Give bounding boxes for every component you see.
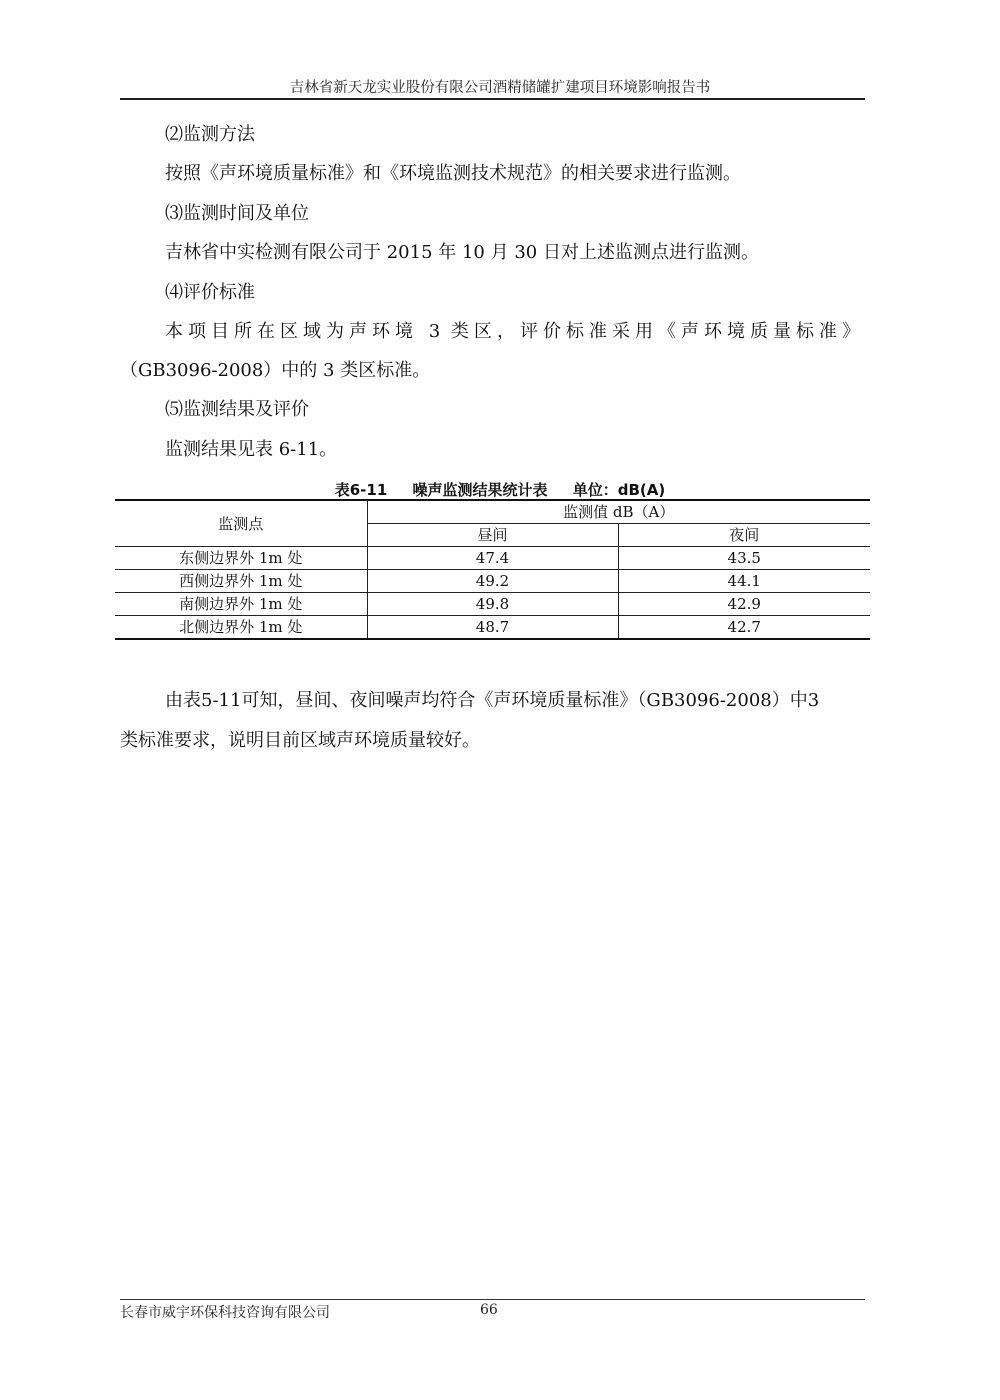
column-header-day: 昼间 xyxy=(367,524,618,547)
table-row xyxy=(115,570,870,593)
page-number: 66 xyxy=(480,1302,498,1318)
table-title: 噪声监测结果统计表 xyxy=(412,481,548,499)
cell-night: 43.5 xyxy=(618,547,870,570)
paragraph-results-ref: 监测结果见表 6-11。 xyxy=(165,439,338,460)
table-unit: 单位：dB(A) xyxy=(572,481,666,499)
cell-night: 42.9 xyxy=(618,593,870,616)
footer-company: 长春市威宇环保科技咨询有限公司 xyxy=(120,1305,330,1321)
noise-monitoring-table xyxy=(115,499,870,640)
paragraph-standard-line1: 本项目所在区域为声环境 3 类区，评价标准采用《声环境质量标准》 xyxy=(165,321,860,342)
cell-night: 44.1 xyxy=(618,570,870,593)
section-heading-time-unit: ⑶监测时间及单位 xyxy=(165,203,309,224)
footer-divider xyxy=(120,1299,865,1300)
section-heading-method: ⑵监测方法 xyxy=(165,124,255,145)
table-row xyxy=(115,547,870,570)
cell-day: 49.2 xyxy=(367,570,618,593)
column-header-point: 监测点 xyxy=(115,500,367,547)
table-row xyxy=(115,593,870,616)
cell-point: 北侧边界外 1m 处 xyxy=(115,616,367,640)
cell-point: 西侧边界外 1m 处 xyxy=(115,570,367,593)
section-heading-standard: ⑷评价标准 xyxy=(165,282,255,303)
cell-night: 42.7 xyxy=(618,616,870,640)
header-divider xyxy=(120,98,865,100)
cell-day: 47.4 xyxy=(367,547,618,570)
table-caption xyxy=(0,479,1000,500)
cell-point: 南侧边界外 1m 处 xyxy=(115,593,367,616)
cell-day: 49.8 xyxy=(367,593,618,616)
conclusion-line2: 类标准要求，说明目前区域声环境质量较好。 xyxy=(120,730,480,751)
table-row xyxy=(115,616,870,640)
paragraph-method: 按照《声环境质量标准》和《环境监测技术规范》的相关要求进行监测。 xyxy=(165,163,741,184)
section-heading-results: ⑸监测结果及评价 xyxy=(165,399,309,420)
paragraph-time-unit: 吉林省中实检测有限公司于 2015 年 10 月 30 日对上述监测点进行监测。 xyxy=(165,242,759,263)
column-header-night: 夜间 xyxy=(618,524,870,547)
conclusion-line1: 由表5-11可知，昼间、夜间噪声均符合《声环境质量标准》（GB3096-2008）中3 xyxy=(165,690,820,711)
document-title: 吉林省新天龙实业股份有限公司酒精储罐扩建项目环境影响报告书 xyxy=(289,80,711,96)
paragraph-standard-line2: （GB3096-2008）中的 3 类区标准。 xyxy=(120,360,431,381)
table-number: 表6-11 xyxy=(334,481,388,499)
cell-point: 东侧边界外 1m 处 xyxy=(115,547,367,570)
column-header-value: 监测值 dB（A） xyxy=(367,500,870,524)
cell-day: 48.7 xyxy=(367,616,618,640)
